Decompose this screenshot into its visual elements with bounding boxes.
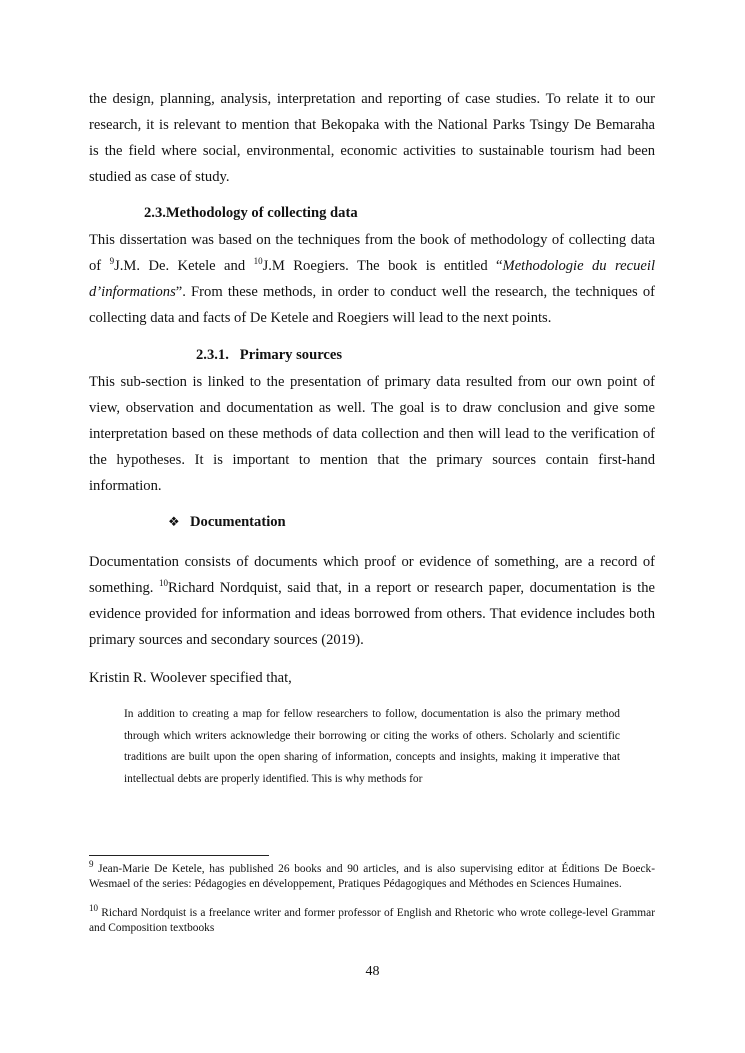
footnote-ref-10b: 10 xyxy=(159,578,168,589)
block-quote: In addition to creating a map for fellow researchers to follow, documentation is also the primary method through which writers acknowledge their borrowing or citing the works of others. Scholarly and scientific traditions are built upon the open sharing of information, concepts and insights, making it imperative that intellectual debts are properly identified. This is why methods for xyxy=(124,708,620,785)
section-heading-2-3: 2.3.Methodology of collecting data xyxy=(144,205,358,221)
footnote-10-mark: 10 xyxy=(89,903,98,914)
footnote-ref-10: 10 xyxy=(253,256,263,267)
intro-line-4: studied as case of study. xyxy=(89,169,230,185)
documentation-text-a: Documentation consists of documents which proof or evidence of something, are a record of something. xyxy=(89,554,655,596)
footnote-10-text: Richard Nordquist is a freelance writer and former professor of English and Rhetoric who wrote college-level Grammar and Composition textbooks xyxy=(89,907,655,934)
intro-line-3: is the field where social, environmental, economic activities to sustainable tourism had been xyxy=(89,143,655,159)
footnote-9-text: Jean-Marie De Ketele, has published 26 books and 90 articles, and is also supervising editor at Éditions De Boeck-Wesmael of the series: Pédagogies en développement, Pratiques Pédagogiques and Méthodes en Sciences Humaines. xyxy=(89,863,655,890)
intro-line-1: the design, planning, analysis, interpretation and reporting of case studies. To relate it to our xyxy=(89,91,655,107)
documentation-title: Documentation xyxy=(190,514,286,530)
footnote-9 xyxy=(89,859,655,891)
methodology-text-b: J.M. De. Ketele and xyxy=(114,258,254,274)
quote-intro: Kristin R. Woolever specified that, xyxy=(89,670,292,686)
primary-sources-paragraph: This sub-section is linked to the presentation of primary data resulted from our own point of view, observation and documentation as well. The goal is to draw conclusion and give some interpretation based on these methods of data collection and then will lead to the verification of the hypotheses. It is important to mention that the primary sources contain first-hand information. xyxy=(89,374,655,494)
documentation-text-b: Richard Nordquist, said that, in a report or research paper, documentation is the evidence provided for information and ideas borrowed from others. That evidence includes both primary sources and secondary sources (2019). xyxy=(89,580,655,648)
methodology-text-a: This dissertation was based on the techniques from the book of methodology of collecting data of xyxy=(89,232,655,274)
footnote-divider xyxy=(89,855,269,856)
footnote-ref-9: 9 xyxy=(109,256,115,267)
documentation-paragraph xyxy=(89,549,655,653)
footnote-9-mark: 9 xyxy=(89,859,94,870)
book-title: Methodologie du recueil d’informations xyxy=(89,258,656,300)
section-heading-2-3-1 xyxy=(196,345,342,365)
footnote-10 xyxy=(89,903,655,935)
methodology-text-c: J.M Roegiers. The book is entitled “ xyxy=(262,258,503,274)
methodology-text-d: ”. From these methods, in order to conduct well the research, the techniques of collecting data and facts of De Ketele and Roegiers will lead to the next points. xyxy=(89,284,655,326)
documentation-heading xyxy=(168,512,286,532)
intro-line-2: research, it is relevant to mention that Bekopaka with the National Parks Tsingy De Bemaraha xyxy=(89,117,655,133)
page-number: 48 xyxy=(365,964,380,979)
methodology-paragraph xyxy=(89,227,655,331)
diamond-bullet-icon: ❖ xyxy=(168,514,180,529)
intro-paragraph xyxy=(89,86,655,190)
section-title: Primary sources xyxy=(239,347,343,363)
section-number: 2.3.1. xyxy=(196,347,229,363)
